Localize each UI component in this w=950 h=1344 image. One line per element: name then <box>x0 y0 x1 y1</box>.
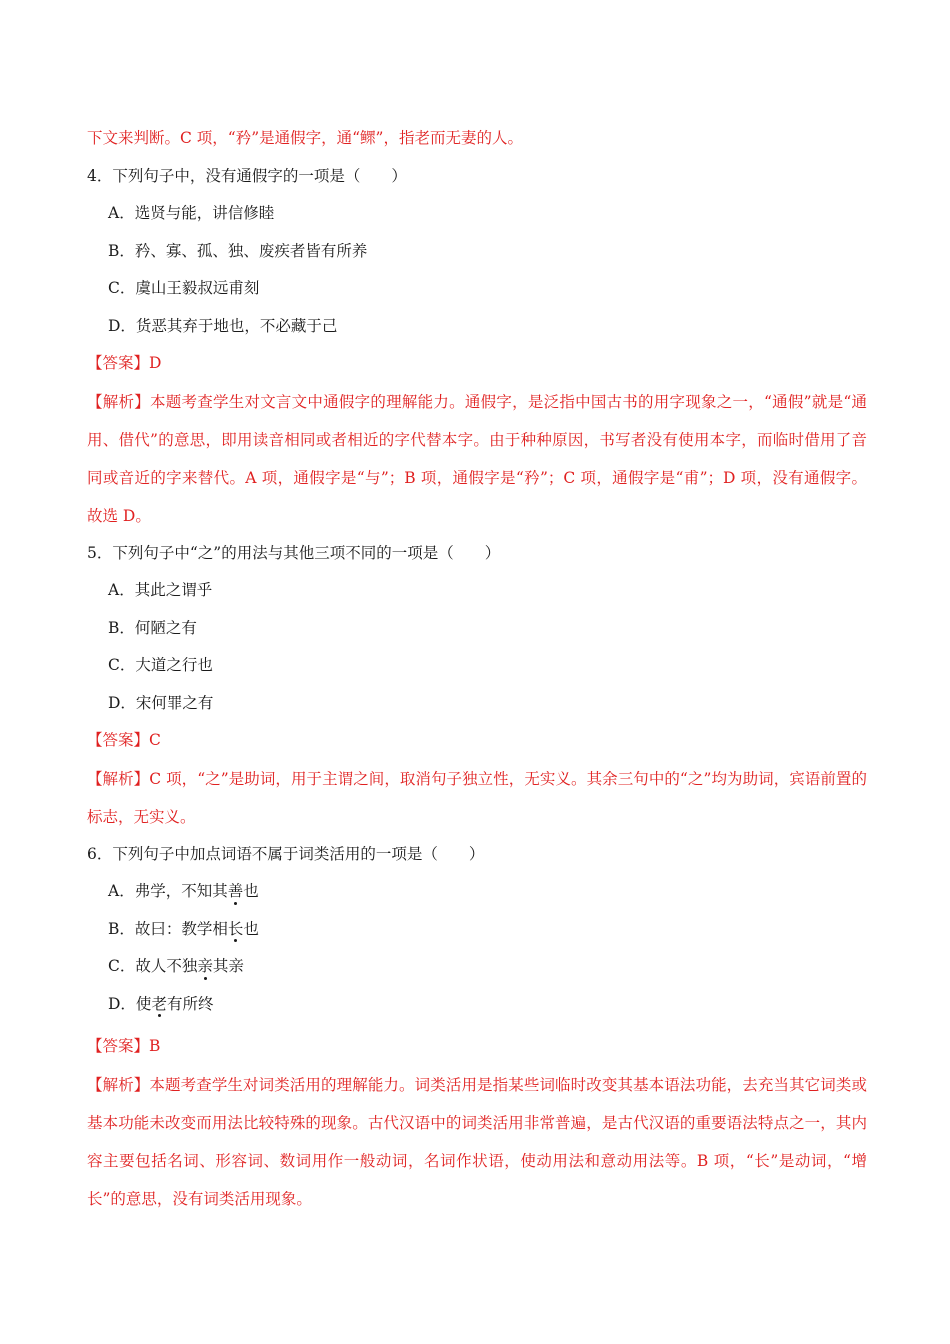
question-5 <box>87 535 867 836</box>
option-d: D．货恶其弃于地也，不必藏于己 <box>108 316 338 335</box>
answer: 【答案】D <box>87 354 162 372</box>
emphasis-dot-word: 善 <box>228 873 244 911</box>
answer: 【答案】C <box>87 731 161 749</box>
option-b: B．矜、寡、孤、独、废疾者皆有所养 <box>108 241 368 260</box>
option-c: C．故人不独亲其亲 <box>87 948 867 986</box>
analysis: 【解析】C 项，“之”是助词，用于主谓之间，取消句子独立性，无实义。其余三句中的“之”均为助词，宾语前置的标志，无实义。 <box>87 769 867 826</box>
intro-analysis-tail: 下文来判断。C 项，“矜”是通假字，通“鳏”，指老而无妻的人。 <box>87 129 523 147</box>
answer: 【答案】B <box>87 1037 161 1055</box>
option-c: C．虞山王毅叔远甫刻 <box>108 279 260 297</box>
document-page <box>87 120 867 1218</box>
option-b: B．何陋之有 <box>108 618 197 637</box>
question-stem: 6．下列句子中加点词语不属于词类活用的一项是（ ） <box>87 844 485 863</box>
option-b: B．故曰：教学相长也 <box>87 911 867 949</box>
question-stem: 4．下列句子中，没有通假字的一项是（ ） <box>87 166 407 185</box>
emphasis-dot-word: 老 <box>151 986 167 1024</box>
option-d: D．宋何罪之有 <box>108 693 214 712</box>
option-c: C．大道之行也 <box>108 656 213 674</box>
option-a: A．弗学，不知其善也 <box>87 873 867 911</box>
emphasis-dot-word: 亲 <box>197 948 213 986</box>
option-a: A．选贤与能，讲信修睦 <box>108 204 275 222</box>
option-d: D．使老有所终 <box>87 986 867 1024</box>
analysis: 【解析】本题考查学生对文言文中通假字的理解能力。通假字，是泛指中国古书的用字现象之一，“通假”就是“通用、借代”的意思，即用读音相同或者相近的字代替本字。由于种种原因，书写者没有使用本字，而临时借用了音同或音近的字来替代。A 项，通假字是“与”；B 项，通假字是“矜”；C 项，通假字是“甫”；D 项，没有通假字。故选 D。 <box>87 392 867 525</box>
analysis: 【解析】本题考查学生对词类活用的理解能力。词类活用是指某些词临时改变其基本语法功能，去充当其它词类或基本功能未改变而用法比较特殊的现象。古代汉语中的词类活用非常普遍，是古代汉语的重要语法特点之一，其内容主要包括名词、形容词、数词用作一般动词，名词作状语，使动用法和意动用法等。B 项，“长”是动词，“增长”的意思，没有词类活用现象。 <box>87 1075 867 1208</box>
question-stem: 5．下列句子中“之”的用法与其他三项不同的一项是（ ） <box>87 543 501 562</box>
question-4 <box>87 158 867 535</box>
emphasis-dot-word: 长 <box>228 911 244 949</box>
question-6 <box>87 836 867 1218</box>
option-a: A．其此之谓乎 <box>108 581 213 599</box>
